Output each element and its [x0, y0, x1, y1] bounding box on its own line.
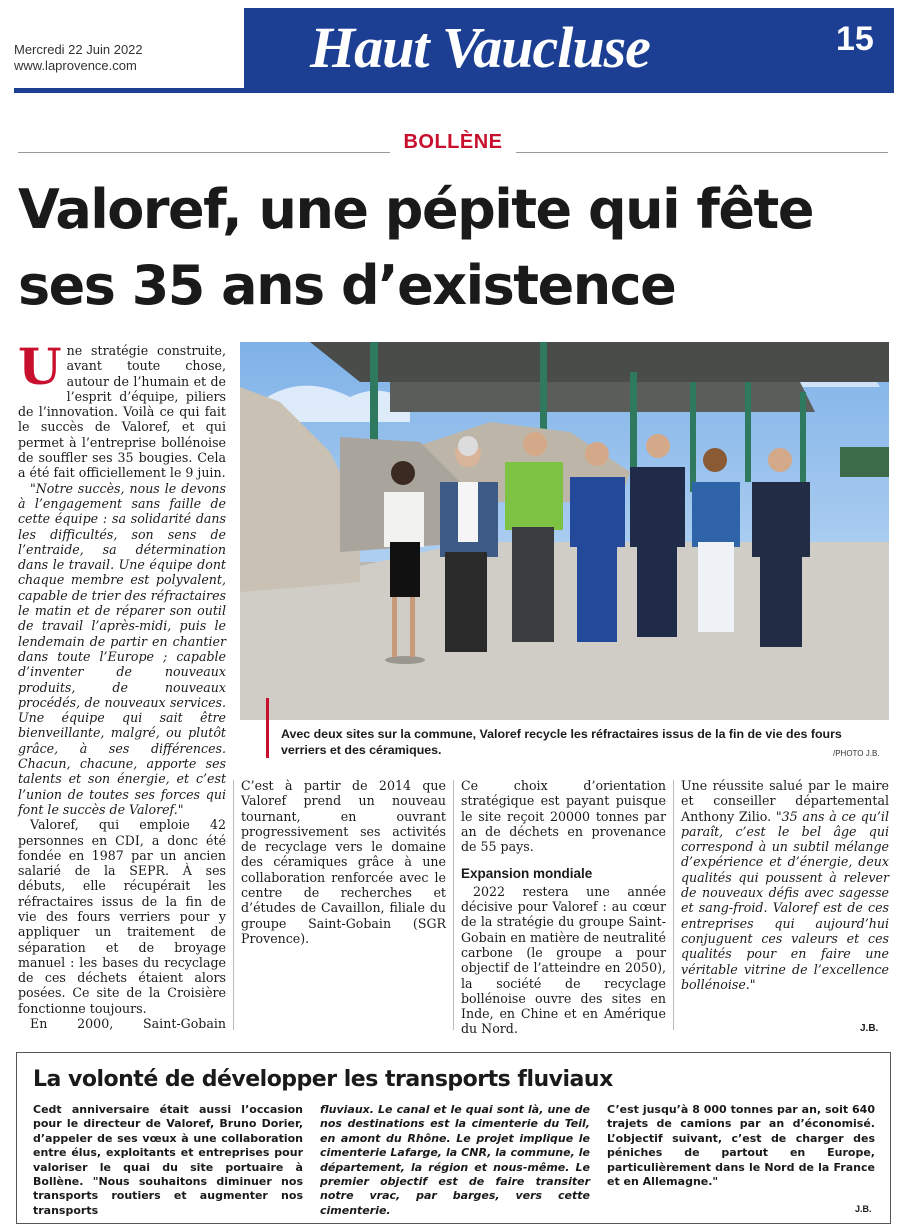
rubric-rule-left — [18, 152, 390, 153]
paragraph-acquisition: En 2000, Saint-Gobain — [30, 1016, 226, 1032]
photo-caption: Avec deux sites sur la commune, Valoref recycle les réfractaires issus de la fin de vie des fours verriers et des céramiques. — [281, 727, 842, 757]
article-column-1 — [18, 337, 226, 1032]
box-title: La volonté de développer les transports fluviaux — [33, 1067, 613, 1092]
paragraph-strategy: Ce choix d’orientation stratégique est payant puisque le site reçoit 20000 tonnes par an de déchets en provenance de 55 pays. — [461, 778, 666, 855]
publication-date-block — [14, 42, 143, 74]
paragraph-expansion: 2022 restera une année décisive pour Valoref : au cœur de la stratégie du groupe Saint-Gobain en matière de neutralité carbone (le groupe a pour objectif de l’atteindre en 2050), la société de recyclage bollénoise ouvre des sites en Inde, en Chine et en Amérique du Nord. — [461, 883, 666, 1037]
column-rule-2 — [453, 780, 454, 1030]
headline-line-2: ses 35 ans d’existence — [18, 254, 676, 317]
box-signature: J.B. — [855, 1204, 872, 1214]
paragraph-turning-point: C’est à partir de 2014 que Valoref prend un nouveau tournant, en ouvrant progressivement ses activités de recyclage vers le domaine des céramiques grâce à une collaboration renforcée avec le centre de recherches et d’études de Cavaillon, filiale du groupe Saint-Gobain (SGR Provence). — [241, 778, 446, 946]
header-rule — [14, 88, 894, 93]
website-url[interactable]: www.laprovence.com — [14, 58, 137, 73]
team-photo-illustration — [240, 342, 889, 720]
subheading-expansion: Expansion mondiale — [461, 866, 593, 882]
box-column-3: C’est jusqu’à 8 000 tonnes par an, soit 640 trajets de camions par an d’économisé. L’objectif suivant, c’est de charger des péniches de partout en Europe, particulièrement dans le Nord de la France et en Allemagne." — [607, 1103, 875, 1189]
column-rule-3 — [673, 780, 674, 1030]
director-quote: "Notre succès, nous le devons à l’engagement sans faille de cette équipe : sa solidarité dans les difficultés, son sens de l’entraide, sa détermination dans le travail. Une équipe dont chaque membre est polyvalent, capable de trier des réfractaires le matin et de réparer son outil de travail l’après-midi, puis le lendemain de partir en chantier dans toute l’Europe ; capable d’inventer de nouveaux produits, de nouveaux procédés, de nouveaux services. Une équipe qui sait être bienveillante, malgré, ou plutôt grâce, à ses différences. Chacun, chacune, apporte ses talents et son énergie, et c’est l’union de toutes ses forces qui font le succès de Valoref." — [18, 480, 226, 817]
paragraph-history: Valoref, qui emploie 42 personnes en CDI, a donc été fondée en 1987 par un ancien salarié de la SEPR. À ses débuts, elle récupérait les réfractaires issus de la fin de vie des fours verriers pour y appliquer un traitement de séparation et de broyage manuel : les bases du recyclage de ces déchets étaient alors posées. Ce site de la Croisière fonctionne toujours. — [18, 817, 226, 1016]
box-column-2: fluviaux. Le canal et le quai sont là, une de nos destinations est la cimenterie du Teil, en amont du Rhône. Le projet implique le cimenterie Lafarge, la CNR, la commune, le département, la région et nous-même. Le premier objectif est de faire transiter notre vrac, par barges, vers cette cimenterie. — [320, 1103, 590, 1217]
caption-accent-bar — [266, 698, 269, 758]
mayor-intro: Une réussite salué par le maire et conseiller départemental Anthony Zilio. — [681, 778, 889, 824]
headline-line-1: Valoref, une pépite qui fête — [18, 178, 813, 241]
article-column-2 — [241, 778, 446, 946]
paragraph-mayor — [681, 778, 889, 992]
photo-credit: /PHOTO J.B. — [833, 749, 880, 758]
article-photo — [240, 342, 889, 720]
drop-cap: U — [18, 337, 62, 396]
box-column-1: Cedt anniversaire était aussi l’occasion pour le directeur de Valoref, Bruno Dorier, d’appeler de ses vœux à une collaboration entre élus, exploitants et entreprises pour valoriser le quai du site portuaire à Bollène. "Nous souhaitons diminuer nos transports routiers et augmenter nos transports — [33, 1103, 303, 1217]
article-column-4 — [681, 778, 889, 992]
lead-paragraph: Une stratégie construite, avant toute chose, autour de l’humain et de l’esprit d’équipe, piliers de l’innovation. Voilà ce qui fait le succès de Valoref, et qui permet à l’entreprise bollénoise de souffler ses 35 bougies. Cela a été fait officiellement le 9 juin. — [18, 337, 226, 481]
sidebar-box — [16, 1052, 891, 1224]
publication-date: Mercredi 22 Juin 2022 — [14, 42, 143, 57]
mayor-quote: "35 ans à ce qu’il paraît, c’est le bel âge qui correspond à un subtil mélange d’expérience et d’énergie, deux qualités qui poussent à relever de nouveaux défis avec sagesse et sang-froid. Valoref est de ces entreprises qui aujourd’hui conjuguent ces valeurs et ces qualités pour en faire une véritable vitrine de l’excellence bollénoise." — [681, 808, 889, 992]
article-headline — [18, 172, 898, 324]
page-number: 15 — [836, 20, 874, 58]
section-title: Haut Vaucluse — [310, 15, 650, 80]
rubric-rule-right — [516, 152, 888, 153]
article-signature: J.B. — [860, 1023, 879, 1034]
rubric-label: BOLLÈNE — [403, 131, 503, 153]
article-column-3 — [461, 778, 666, 1037]
column-rule-1 — [233, 780, 234, 1030]
